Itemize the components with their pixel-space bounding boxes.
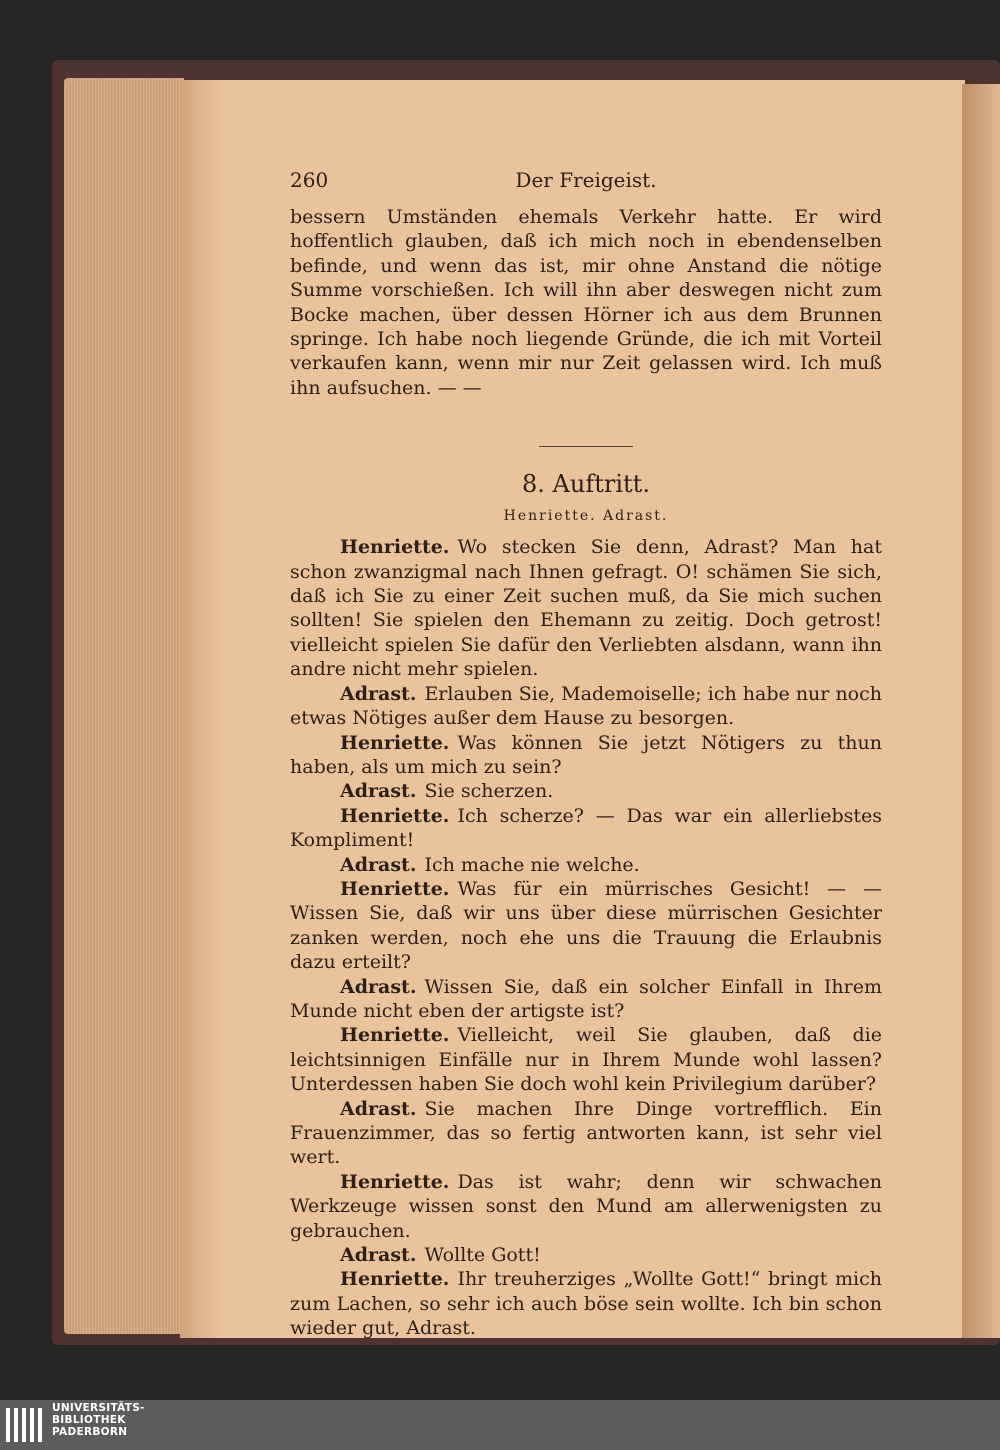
dialogue-line [290,1267,882,1340]
speech-text: Wo stecken Sie denn, Adrast? Man hat schon zwanzigmal nach Ihnen gefragt. O! schämen Sie sich, daß ich Sie zu einer Zeit suchen muß, da Sie mich suchen sollten! Sie spielen den Ehemann zu zeitig. Doch getrost! vielleicht spielen Sie dafür den Verliebten alsdann, wann ihn andre nicht mehr spielen. [290,536,882,681]
speech-text: Wissen Sie, daß ein solcher Einfall in Ihrem Munde nicht eben der artigste ist? [290,975,882,1022]
speech-text: Wollte Gott! [424,1244,541,1267]
scene-divider [539,446,633,447]
speaker-name: Adrast. [340,1097,417,1120]
speaker-name: Henriette. [340,536,450,559]
speech-text: Was können Sie jetzt Nötigers zu thun haben, als um mich zu sein? [290,731,882,778]
speech-text: Das ist wahr; denn wir schwachen Werkzeuge wissen sonst den Mund am allerwenigsten zu gebrauchen. [290,1170,882,1242]
page-body [290,205,882,1341]
speaker-name: Henriette. [340,804,450,827]
page-header [290,168,882,198]
dialogue-line [290,1170,882,1243]
speaker-name: Henriette. [340,877,450,900]
page-number: 260 [290,168,329,192]
library-name [52,1402,145,1438]
speech-text: Sie machen Ihre Dinge vortrefflich. Ein Frauenzimmer, das so fertig antworten kann, ist sehr viel wert. [290,1097,882,1169]
dialogue-line [290,853,882,877]
dialogue-line [290,731,882,780]
library-name-line: UNIVERSITÄTS- [52,1402,145,1414]
speaker-name: Henriette. [340,1268,450,1291]
dialogue-line [290,1023,882,1096]
speaker-name: Adrast. [340,975,417,998]
speech-text: Ihr treuherziges „Wollte Gott!“ bringt mich zum Lachen, so sehr ich auch böse sein wollte. Ich bin schon wieder gut, Adrast. [290,1268,882,1340]
speech-text: Was für ein mürrisches Gesicht! — — Wissen Sie, daß wir uns über diese mürrischen Gesichter zanken werden, noch ehe uns die Trauung die Erlaubnis dazu erteilt? [290,877,882,974]
speaker-name: Henriette. [340,731,450,754]
gutter-shadow [180,80,220,1338]
dialogue-line [290,682,882,731]
library-name-line: BIBLIOTHEK [52,1414,126,1426]
dialogue-line [290,975,882,1024]
dialogue-line [290,877,882,975]
speaker-name: Henriette. [340,1170,450,1193]
dialogue-line [290,779,882,803]
library-logo-icon [6,1404,44,1446]
scene-cast: Henriette. Adrast. [503,508,669,525]
dialogue-line [290,1097,882,1170]
library-footer-band [0,1400,1000,1450]
speech-text: Ich mache nie welche. [424,853,640,876]
speech-text: Sie scherzen. [424,780,554,803]
speech-text: Vielleicht, weil Sie glauben, daß die leichtsinnigen Einfälle nur in Ihrem Munde wohl lassen? Unterdessen haben Sie doch wohl kein Privilegium darüber? [290,1024,882,1096]
dialogue-line [290,535,882,681]
speaker-name: Adrast. [340,1244,417,1267]
speaker-name: Adrast. [340,853,417,876]
speaker-name: Adrast. [340,682,417,705]
page-edges [64,78,184,1334]
speaker-name: Henriette. [340,1024,450,1047]
facing-page-edge [962,84,1000,1338]
paragraph: bessern Umständen ehemals Verkehr hatte. Er wird hoffentlich glauben, daß ich mich noch in ebendenselben befinde, und wenn das ist, mir ohne Anstand die nötige Summe vorschießen. Ich will ihn aber deswegen nicht zum Bocke machen, über dessen Hörner ich aus dem Brunnen springe. Ich habe noch liegende Gründe, die ich mit Vorteil verkaufen kann, wenn mir nur Zeit gelassen wird. Ich muß ihn aufsuchen. — — [290,206,882,399]
scene-title: 8. Auftritt. [522,470,650,499]
library-name-line: PADERBORN [52,1426,128,1438]
speech-text: Ich scherze? — Das war ein allerliebstes Kompliment! [290,804,882,852]
speaker-name: Adrast. [340,780,417,803]
running-title: Der Freigeist. [515,168,657,192]
speech-text: Erlauben Sie, Mademoiselle; ich habe nur noch etwas Nötiges außer dem Hause zu besorgen. [290,682,882,730]
dialogue-line [290,1243,882,1267]
dialogue-line [290,804,882,853]
